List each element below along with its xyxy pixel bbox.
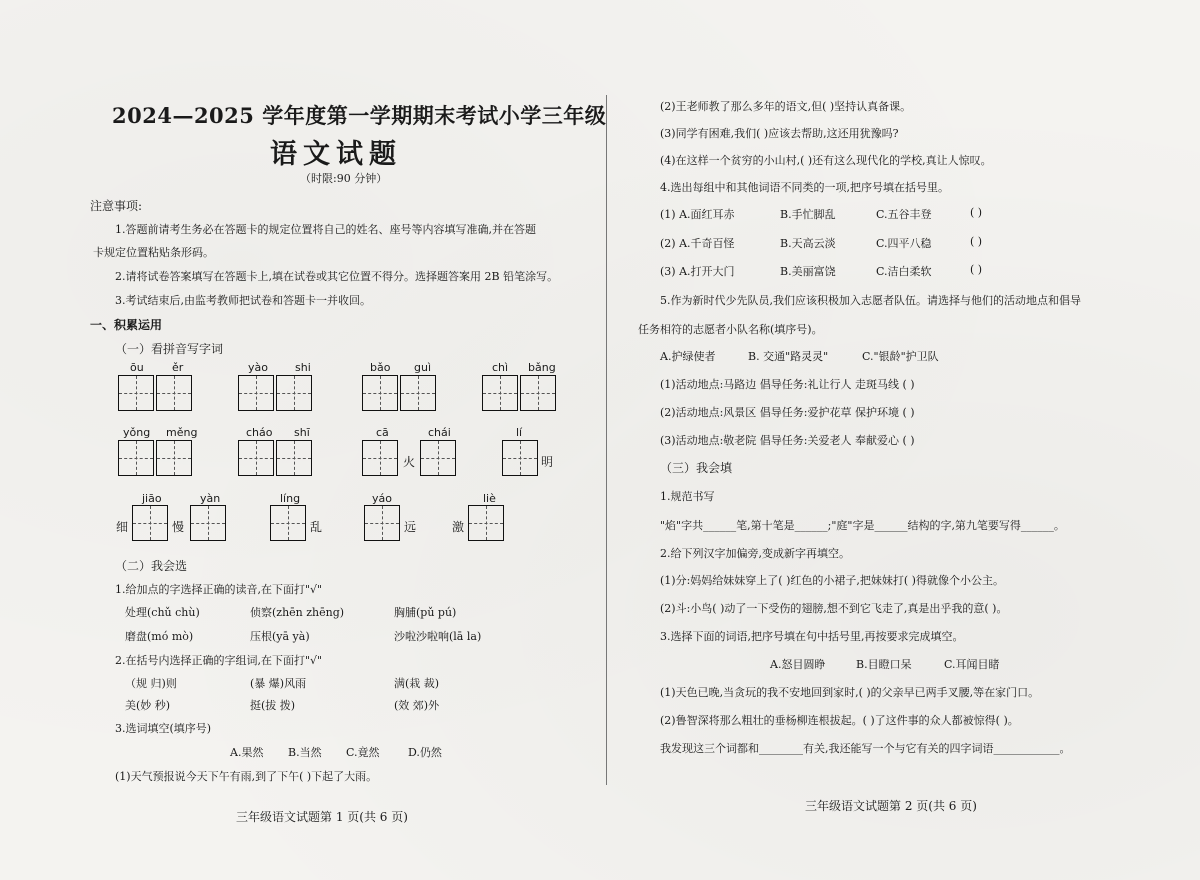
pinyin: liè bbox=[483, 492, 496, 505]
pinyin: cháo bbox=[246, 426, 273, 439]
answer-bracket[interactable]: ( ) bbox=[970, 206, 983, 219]
write-q3-3[interactable]: 我发现这三个词都和________有关,我还能写一个与它有关的四字词语____________。 bbox=[660, 742, 1071, 755]
page-footer: 三年级语文试题第 2 页(共 6 页) bbox=[805, 799, 977, 813]
choice-item[interactable]: 压根(yā yà) bbox=[250, 630, 310, 643]
given-char: 细 bbox=[116, 520, 129, 534]
given-char: 激 bbox=[452, 520, 465, 534]
question-3-2[interactable]: (2)王老师教了那么多年的语文,但( )坚持认真备课。 bbox=[660, 100, 912, 113]
given-char: 明 bbox=[541, 455, 554, 469]
part-3-heading: （三）我会填 bbox=[660, 461, 733, 475]
writing-grid[interactable] bbox=[270, 505, 308, 541]
write-q3: 3.选择下面的词语,把序号填在句中括号里,再按要求完成填空。 bbox=[660, 630, 964, 643]
page-footer: 三年级语文试题第 1 页(共 6 页) bbox=[236, 810, 408, 824]
choice-item[interactable]: (效 郊)外 bbox=[394, 699, 440, 712]
q4-row-2-b: B.天高云淡 bbox=[780, 237, 836, 250]
option: A.怒目圆睁 bbox=[770, 658, 826, 671]
pinyin: líng bbox=[280, 492, 301, 505]
option: D.仍然 bbox=[408, 746, 442, 759]
pinyin: bǎng bbox=[528, 361, 556, 374]
pinyin: shī bbox=[294, 426, 310, 439]
question-4: 4.选出每组中和其他词语不同类的一项,把序号填在括号里。 bbox=[660, 181, 949, 194]
write-q2-1[interactable]: (1)分:妈妈给妹妹穿上了( )红色的小裙子,把妹妹打( )得就像个小公主。 bbox=[660, 574, 1004, 587]
choice-item[interactable]: 沙啦沙啦响(lā la) bbox=[394, 630, 482, 643]
q4-row-3-b: B.美丽富饶 bbox=[780, 265, 836, 278]
pinyin: měng bbox=[166, 426, 198, 439]
pinyin: chái bbox=[428, 426, 451, 439]
notice-3: 3.考试结束后,由监考教师把试卷和答题卡一并收回。 bbox=[115, 294, 371, 307]
pinyin: guì bbox=[414, 361, 432, 374]
writing-grid[interactable] bbox=[362, 375, 438, 411]
option: C."银龄"护卫队 bbox=[862, 350, 939, 363]
writing-grid[interactable] bbox=[364, 505, 402, 541]
pinyin: ěr bbox=[172, 361, 184, 374]
section-1-heading: 一、积累运用 bbox=[90, 318, 163, 332]
writing-grid[interactable] bbox=[468, 505, 506, 541]
page-divider bbox=[606, 95, 607, 785]
option: B. 交通"路灵灵" bbox=[748, 350, 829, 363]
question-3-1[interactable]: (1)天气预报说今天下午有雨,到了下午( )下起了大雨。 bbox=[115, 770, 378, 783]
choice-item[interactable]: 处理(chǔ chù) bbox=[125, 606, 200, 619]
pinyin: yàn bbox=[200, 492, 221, 505]
write-q2-2[interactable]: (2)斗:小鸟( )动了一下受伤的翅膀,想不到它飞走了,真是出乎我的意( )。 bbox=[660, 602, 1008, 615]
given-char: 乱 bbox=[310, 520, 323, 534]
part-1-heading: （一）看拼音写字词 bbox=[115, 342, 224, 356]
pinyin: lí bbox=[516, 426, 523, 439]
writing-grid[interactable] bbox=[238, 440, 314, 476]
option: A.护绿使者 bbox=[660, 350, 716, 363]
writing-grid[interactable] bbox=[132, 505, 170, 541]
choice-item[interactable]: (暴 爆)风雨 bbox=[250, 677, 307, 690]
choice-item[interactable]: 侦察(zhēn zhēng) bbox=[250, 606, 345, 619]
pinyin: jiāo bbox=[142, 492, 162, 505]
question-3: 3.选词填空(填序号) bbox=[115, 722, 212, 735]
q4-row-3-c: C.洁白柔软 bbox=[876, 265, 932, 278]
answer-bracket[interactable]: ( ) bbox=[970, 263, 983, 276]
given-char: 火 bbox=[403, 455, 416, 469]
notice-heading: 注意事项: bbox=[90, 199, 143, 213]
writing-grid[interactable] bbox=[238, 375, 314, 411]
pinyin: yǒng bbox=[123, 426, 151, 439]
writing-grid[interactable] bbox=[118, 375, 194, 411]
given-char: 慢 bbox=[172, 520, 185, 534]
writing-grid[interactable] bbox=[420, 440, 458, 476]
writing-grid[interactable] bbox=[482, 375, 558, 411]
option: A.果然 bbox=[230, 746, 264, 759]
choice-item[interactable]: 挺(拔 拨) bbox=[250, 699, 296, 712]
pinyin: chì bbox=[492, 361, 509, 374]
question-1: 1.给加点的字选择正确的读音,在下面打"√" bbox=[115, 583, 323, 596]
question-3-4[interactable]: (4)在这样一个贫穷的小山村,( )还有这么现代化的学校,真让人惊叹。 bbox=[660, 154, 992, 167]
exam-title: 2024—2025 学年度第一学期期末考试小学三年级 bbox=[112, 103, 607, 128]
option: C.竟然 bbox=[346, 746, 380, 759]
q5-item[interactable]: (1)活动地点:马路边 倡导任务:礼让行人 走斑马线 ( ) bbox=[660, 378, 915, 391]
write-q2: 2.给下列汉字加偏旁,变成新字再填空。 bbox=[660, 547, 850, 560]
q5-item[interactable]: (3)活动地点:敬老院 倡导任务:关爱老人 奉献爱心 ( ) bbox=[660, 434, 915, 447]
question-5a: 5.作为新时代少先队员,我们应该积极加入志愿者队伍。请选择与他们的活动地点和倡导 bbox=[660, 294, 1081, 307]
pinyin: cā bbox=[376, 426, 389, 439]
notice-1b: 卡规定位置粘贴条形码。 bbox=[93, 246, 214, 259]
q4-row-1-b: B.手忙脚乱 bbox=[780, 208, 836, 221]
write-q3-2[interactable]: (2)鲁智深将那么粗壮的垂杨柳连根拔起。( )了这件事的众人都被惊得( )。 bbox=[660, 714, 1019, 727]
q4-row-2-c: C.四平八稳 bbox=[876, 237, 932, 250]
choice-item[interactable]: 满(栽 裁) bbox=[394, 677, 440, 690]
option: B.目瞪口呆 bbox=[856, 658, 912, 671]
pinyin: yào bbox=[248, 361, 268, 374]
notice-1a: 1.答题前请考生务必在答题卡的规定位置将自己的姓名、座号等内容填写准确,并在答题 bbox=[115, 223, 536, 236]
choice-item[interactable]: 胸脯(pǔ pú) bbox=[394, 606, 457, 619]
option: C.耳闻目睹 bbox=[944, 658, 1000, 671]
choice-item[interactable]: 美(妙 秒) bbox=[125, 699, 171, 712]
q5-item[interactable]: (2)活动地点:风景区 倡导任务:爱护花草 保护环境 ( ) bbox=[660, 406, 915, 419]
pinyin: shi bbox=[295, 361, 311, 374]
write-q1-line[interactable]: "焰"字共______笔,第十笔是______;"庭"字是______结构的字,第九笔要写得______。 bbox=[660, 519, 1065, 532]
part-2-heading: （二）我会选 bbox=[115, 559, 188, 573]
q4-row-1-a: (1) A.面红耳赤 bbox=[660, 208, 735, 221]
writing-grid[interactable] bbox=[502, 440, 540, 476]
write-q1: 1.规范书写 bbox=[660, 490, 715, 503]
subject-title: 语文试题 bbox=[270, 139, 402, 170]
option: B.当然 bbox=[288, 746, 322, 759]
question-2: 2.在括号内选择正确的字组词,在下面打"√" bbox=[115, 654, 323, 667]
write-q3-1[interactable]: (1)天色已晚,当贪玩的我不安地回到家时,( )的父亲早已两手叉腰,等在家门口。 bbox=[660, 686, 1040, 699]
q4-row-1-c: C.五谷丰登 bbox=[876, 208, 932, 221]
pinyin: bǎo bbox=[370, 361, 391, 374]
writing-grid[interactable] bbox=[362, 440, 400, 476]
pinyin: yáo bbox=[372, 492, 392, 505]
writing-grid[interactable] bbox=[118, 440, 194, 476]
choice-item[interactable]: （规 归)则 bbox=[125, 677, 177, 690]
notice-2: 2.请将试卷答案填写在答题卡上,填在试卷或其它位置不得分。选择题答案用 2B 铅笔涂写。 bbox=[115, 270, 559, 283]
pinyin: ōu bbox=[130, 361, 144, 374]
q4-row-2-a: (2) A.千奇百怪 bbox=[660, 237, 735, 250]
time-limit: （时限:90 分钟） bbox=[300, 172, 388, 185]
question-5b: 任务相符的志愿者小队名称(填序号)。 bbox=[638, 323, 823, 336]
q4-row-3-a: (3) A.打开大门 bbox=[660, 265, 735, 278]
choice-item[interactable]: 磨盘(mó mò) bbox=[125, 630, 194, 643]
answer-bracket[interactable]: ( ) bbox=[970, 235, 983, 248]
given-char: 远 bbox=[404, 520, 417, 534]
question-3-3[interactable]: (3)同学有困难,我们( )应该去帮助,这还用犹豫吗? bbox=[660, 127, 899, 140]
writing-grid[interactable] bbox=[190, 505, 228, 541]
